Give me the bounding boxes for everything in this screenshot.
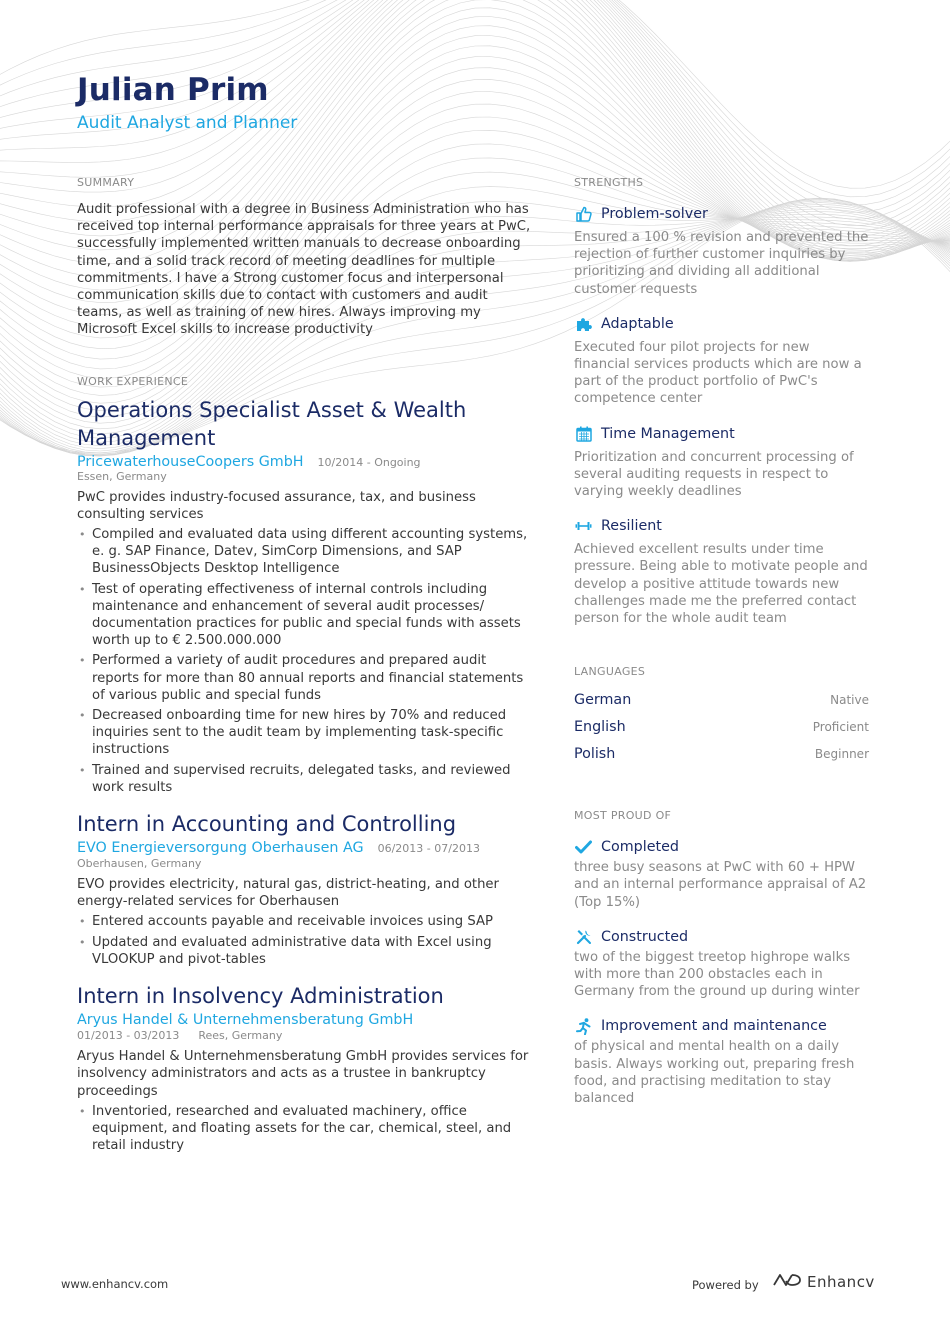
job-bullet: • Updated and evaluated administrative data with Excel using VLOOKUP and pivot-tables	[77, 934, 532, 968]
proud-title: Completed	[601, 839, 679, 856]
job-dates: 01/2013 - 03/2013	[77, 1029, 180, 1043]
proud-title: Constructed	[601, 928, 689, 945]
job-meta	[77, 454, 532, 483]
strength-item	[574, 313, 869, 408]
job-bullet: • Decreased onboarding time for new hires by 70% and reduced inquiries sent to the audit team by implementing task-specific instructions	[77, 707, 532, 759]
candidate-name: Julian Prim	[77, 72, 269, 108]
footer-url[interactable]: www.enhancv.com	[61, 1277, 169, 1291]
calendar-icon	[574, 425, 593, 443]
job-entry	[77, 982, 532, 1154]
job-bullet: • Entered accounts payable and receivable invoices using SAP	[77, 913, 532, 930]
proud-item	[574, 926, 869, 1001]
language-row	[574, 746, 869, 773]
job-bullet: • Inventoried, researched and evaluated machinery, office equipment, and floating assets for the car, chemical, steel, and retail industry	[77, 1103, 532, 1155]
proud-description: of physical and mental health on a daily basis. Always working out, preparing fresh food, and practising meditation to stay balanced	[574, 1039, 855, 1107]
job-dates: 10/2014 - Ongoing	[317, 455, 421, 469]
job-bullet: • Performed a variety of audit procedures and prepared audit reports for more than 80 annual reports and financial statements of various public and special funds	[77, 652, 532, 704]
company-description: EVO provides electricity, natural gas, district-heating, and other energy-related services for Oberhausen	[77, 877, 499, 910]
proud-section-title: MOST PROUD OF	[574, 809, 672, 823]
strengths-section-title: STRENGTHS	[574, 176, 644, 189]
job-bullet: • Trained and supervised recruits, delegated tasks, and reviewed work results	[77, 762, 532, 796]
proud-title: Improvement and maintenance	[601, 1018, 827, 1035]
company-name: EVO Energieversorgung Oberhausen AG	[77, 840, 364, 857]
strength-title: Adaptable	[601, 315, 674, 332]
strength-title: Time Management	[601, 425, 735, 442]
language-name: English	[574, 719, 626, 736]
strength-title: Resilient	[601, 518, 662, 535]
enhancv-logo-icon	[771, 1271, 803, 1293]
strength-description: Executed four pilot projects for new financial services products which are now a part of the product portfolio of PwC's competence center	[574, 339, 862, 407]
strength-title: Problem-solver	[601, 206, 708, 222]
job-meta	[77, 840, 532, 856]
language-row	[574, 719, 869, 746]
job-bullets	[77, 526, 532, 796]
strength-item	[574, 515, 869, 627]
proud-description: two of the biggest treetop highrope walks with more than 200 obstacles each in Germany from the ground up during winter	[574, 949, 860, 1000]
job-bullets	[77, 913, 532, 968]
job-dates-location	[77, 1029, 532, 1042]
language-name: German	[574, 692, 632, 709]
summary-section-title: SUMMARY	[77, 176, 135, 189]
candidate-title: Audit Analyst and Planner	[77, 113, 298, 133]
summary-text: Audit professional with a degree in Business Administration who has received top internal performance appraisals for three years at PwC, successfully implemented written manuals to decrease onboarding time, and a solid track record of meeting deadlines for multiple commitments. I have a Strong customer focus and interpersonal communication skills due to contact with customers and audit teams, as well as training of new hires. Always improving my Microsoft Excel skills to increase productivity	[77, 202, 531, 338]
languages-list	[574, 692, 869, 773]
job-meta	[77, 1012, 532, 1028]
proud-item	[574, 836, 869, 911]
strength-item	[574, 203, 869, 298]
dumbbell-icon	[574, 517, 593, 535]
job-location: Oberhausen, Germany	[77, 857, 202, 871]
languages-section-title: LANGUAGES	[574, 665, 646, 679]
enhancv-logo-text: Enhancv	[807, 1273, 875, 1291]
job-location: Rees, Germany	[198, 1029, 283, 1043]
proud-description: three busy seasons at PwC with 60 + HPW and an internal performance appraisal of A2 (Top 15%)	[574, 860, 867, 910]
language-level: Native	[830, 693, 869, 708]
puzzle-icon	[574, 315, 593, 333]
job-bullets	[77, 1103, 532, 1155]
right-column	[574, 176, 869, 1122]
strength-description: Achieved excellent results under time pressure. Being able to motivate people and develop a positive attitude towards new challenges made me the preferred contact person for the whole audit team	[574, 542, 868, 627]
job-dates: 06/2013 - 07/2013	[377, 842, 480, 856]
job-entry	[77, 396, 532, 796]
running-icon	[574, 1017, 593, 1035]
company-name: PricewaterhouseCoopers GmbH	[77, 453, 304, 470]
job-title: Intern in Accounting and Controlling	[77, 812, 457, 837]
checkmark-icon	[574, 838, 593, 856]
tools-icon	[574, 928, 593, 946]
company-name: Aryus Handel & Unternehmensberatung GmbH	[77, 1012, 414, 1029]
language-row	[574, 692, 869, 719]
language-level: Proficient	[812, 720, 869, 735]
job-location: Essen, Germany	[77, 469, 167, 483]
thumbs-up-icon	[574, 205, 593, 223]
powered-by-label: Powered by	[692, 1278, 759, 1292]
job-entry	[77, 810, 532, 968]
strength-description: Prioritization and concurrent processing of several auditing requests in respect to varying weekly deadlines	[574, 449, 854, 500]
job-title: Intern in Insolvency Administration	[77, 984, 444, 1009]
strength-description: Ensured a 100 % revision and prevented the rejection of further customer inquiries by prioritizing and dividing all additional customer requests	[574, 230, 869, 297]
job-bullet: • Test of operating effectiveness of internal controls including maintenance and enhancement of several audit processes/ documentation practices for public and special funds with assets worth up to € 2.500.000.000	[77, 581, 532, 650]
proud-item	[574, 1015, 869, 1107]
language-name: Polish	[574, 746, 616, 763]
experience-section-title: WORK EXPERIENCE	[77, 374, 189, 388]
strength-item	[574, 423, 869, 501]
job-title: Operations Specialist Asset & Wealth Management	[77, 397, 467, 450]
company-description: Aryus Handel & Unternehmensberatung GmbH provides services for insolvency administrators and acts as a trustee in bankruptcy proceedings	[77, 1049, 529, 1099]
job-bullet: • Compiled and evaluated data using different accounting systems, e. g. SAP Finance, Datev, SimCorp Dimensions, and SAP BusinessObjects Desktop Intelligence	[77, 526, 532, 578]
enhancv-logo[interactable]	[771, 1271, 875, 1293]
language-level: Beginner	[814, 747, 869, 762]
company-description: PwC provides industry-focused assurance, tax, and business consulting services	[77, 489, 476, 522]
left-column	[77, 176, 532, 1168]
